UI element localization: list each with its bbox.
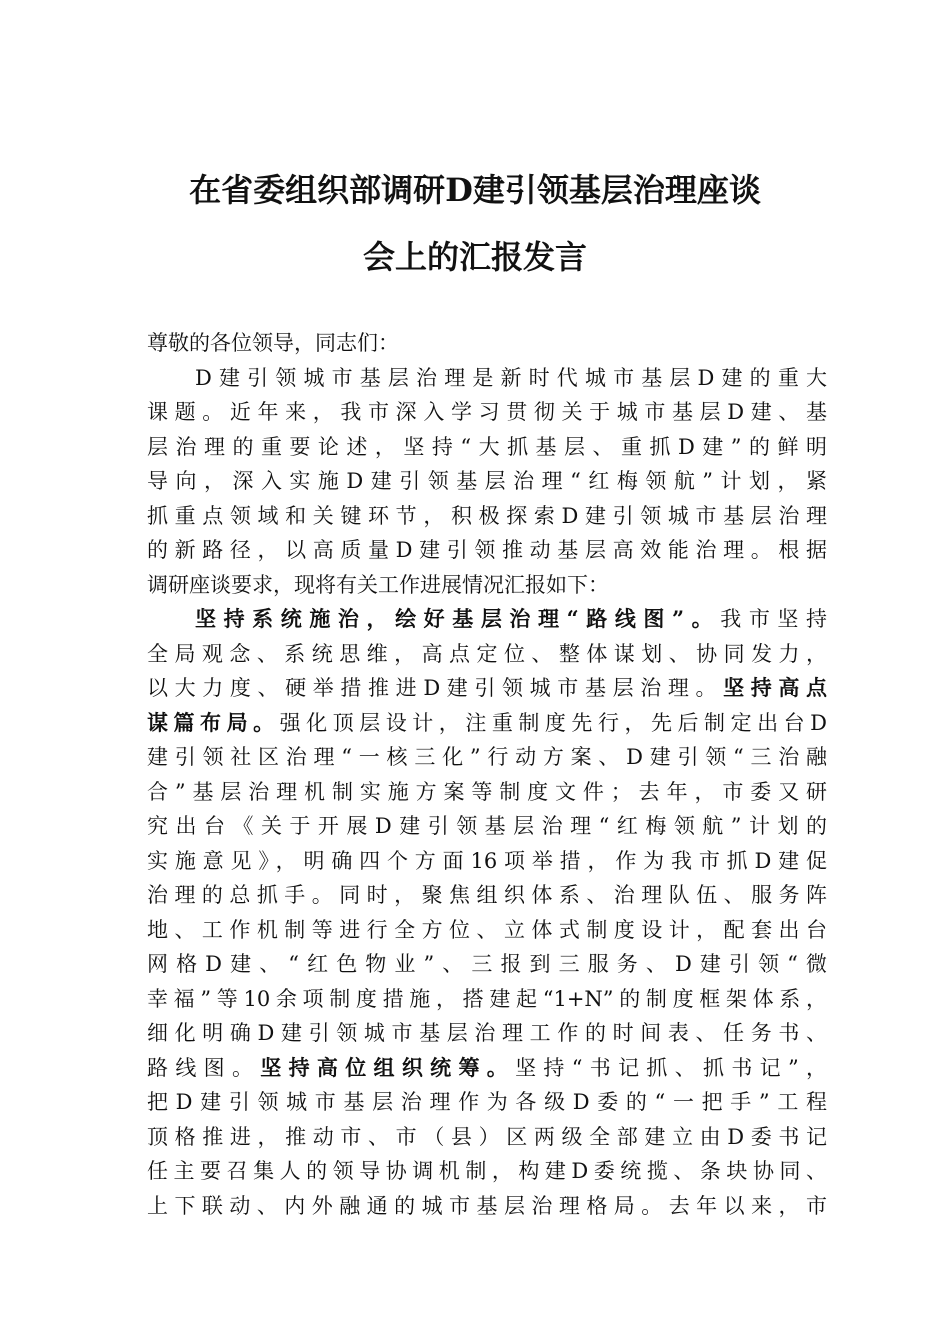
paragraph-2-line: 把D建引领城市基层治理作为各级D委的“一把手”工程	[147, 1090, 827, 1114]
document-body	[147, 326, 827, 1223]
paragraph-2-line	[147, 706, 827, 741]
document-title-line-2: 会上的汇报发言	[362, 238, 587, 276]
paragraph-2-line: 顶格推进，推动市、市（县）区两级全部建立由D委书记	[147, 1124, 827, 1149]
paragraph-1-line: 导向，深入实施D建引领基层治理“红梅领航”计划，紧	[147, 469, 827, 493]
paragraph-1-line: 的新路径，以高质量D建引领推动基层高效能治理。根据	[147, 538, 827, 562]
paragraph-2-line: 建引领社区治理“一核三化”行动方案、D建引领“三治融	[147, 745, 827, 769]
paragraph-2-line: 任主要召集人的领导协调机制，构建D委统揽、条块协同、	[147, 1159, 827, 1183]
paragraph-2-line: 合”基层治理机制实施方案等制度文件；去年，市委又研	[147, 779, 827, 804]
paragraph-text: 路线图。	[147, 1055, 261, 1080]
paragraph-text: 我市坚持	[720, 607, 827, 631]
paragraph-2-line: 究出台《关于开展D建引领基层治理“红梅领航”计划的	[147, 814, 827, 838]
paragraph-text: 强化顶层设计，注重制度先行，先后制定出台D	[279, 710, 828, 735]
paragraph-1-line: 课题。近年来，我市深入学习贯彻关于城市基层D建、基	[147, 400, 827, 424]
paragraph-1-line: 层治理的重要论述，坚持“大抓基层、重抓D建”的鲜明	[147, 434, 827, 459]
paragraph-2-line: 幸福”等10余项制度措施，搭建起“1+N”的制度框架体系，	[147, 986, 827, 1011]
paragraph-2-line: 治理的总抓手。同时，聚焦组织体系、治理队伍、服务阵	[147, 883, 827, 907]
paragraph-1-line: D建引领城市基层治理是新时代城市基层D建的重大	[195, 365, 827, 390]
paragraph-2-line: 上下联动、内外融通的城市基层治理格局。去年以来，市	[147, 1193, 827, 1218]
subheading: 坚持高点	[723, 675, 828, 700]
salutation: 尊敬的各位领导，同志们：	[147, 331, 399, 355]
paragraph-2-line	[147, 602, 827, 637]
paragraph-1-line: 调研座谈要求，现将有关工作进展情况汇报如下：	[147, 572, 609, 597]
paragraph-2-line	[147, 1051, 827, 1086]
paragraph-2-line: 实施意见》，明确四个方面16项举措，作为我市抓D建促	[147, 848, 827, 873]
paragraph-2-line	[147, 671, 827, 706]
subheading: 坚持高位组织统筹。	[260, 1054, 516, 1080]
paragraph-2-line: 细化明确D建引领城市基层治理工作的时间表、任务书、	[147, 1021, 827, 1045]
subheading: 谋篇布局。	[147, 709, 280, 735]
paragraph-text: 坚持“书记抓、抓书记”，	[515, 1055, 828, 1080]
section-heading: 坚持系统施治，绘好基层治理“路线图”。	[195, 606, 721, 631]
paragraph-2-line: 全局观念、系统思维，高点定位、整体谋划、协同发力，	[147, 641, 827, 666]
document-title-line-1: 在省委组织部调研D建引领基层治理座谈	[189, 171, 761, 209]
paragraph-2-line: 地、工作机制等进行全方位、立体式制度设计，配套出台	[147, 917, 827, 942]
paragraph-text: 以大力度、硬举措推进D建引领城市基层治理。	[147, 676, 724, 700]
paragraph-1-line: 抓重点领域和关键环节，积极探索D建引领城市基层治理	[147, 503, 827, 528]
paragraph-2-line: 网格D建、“红色物业”、三报到三服务、D建引领“微	[147, 952, 827, 976]
